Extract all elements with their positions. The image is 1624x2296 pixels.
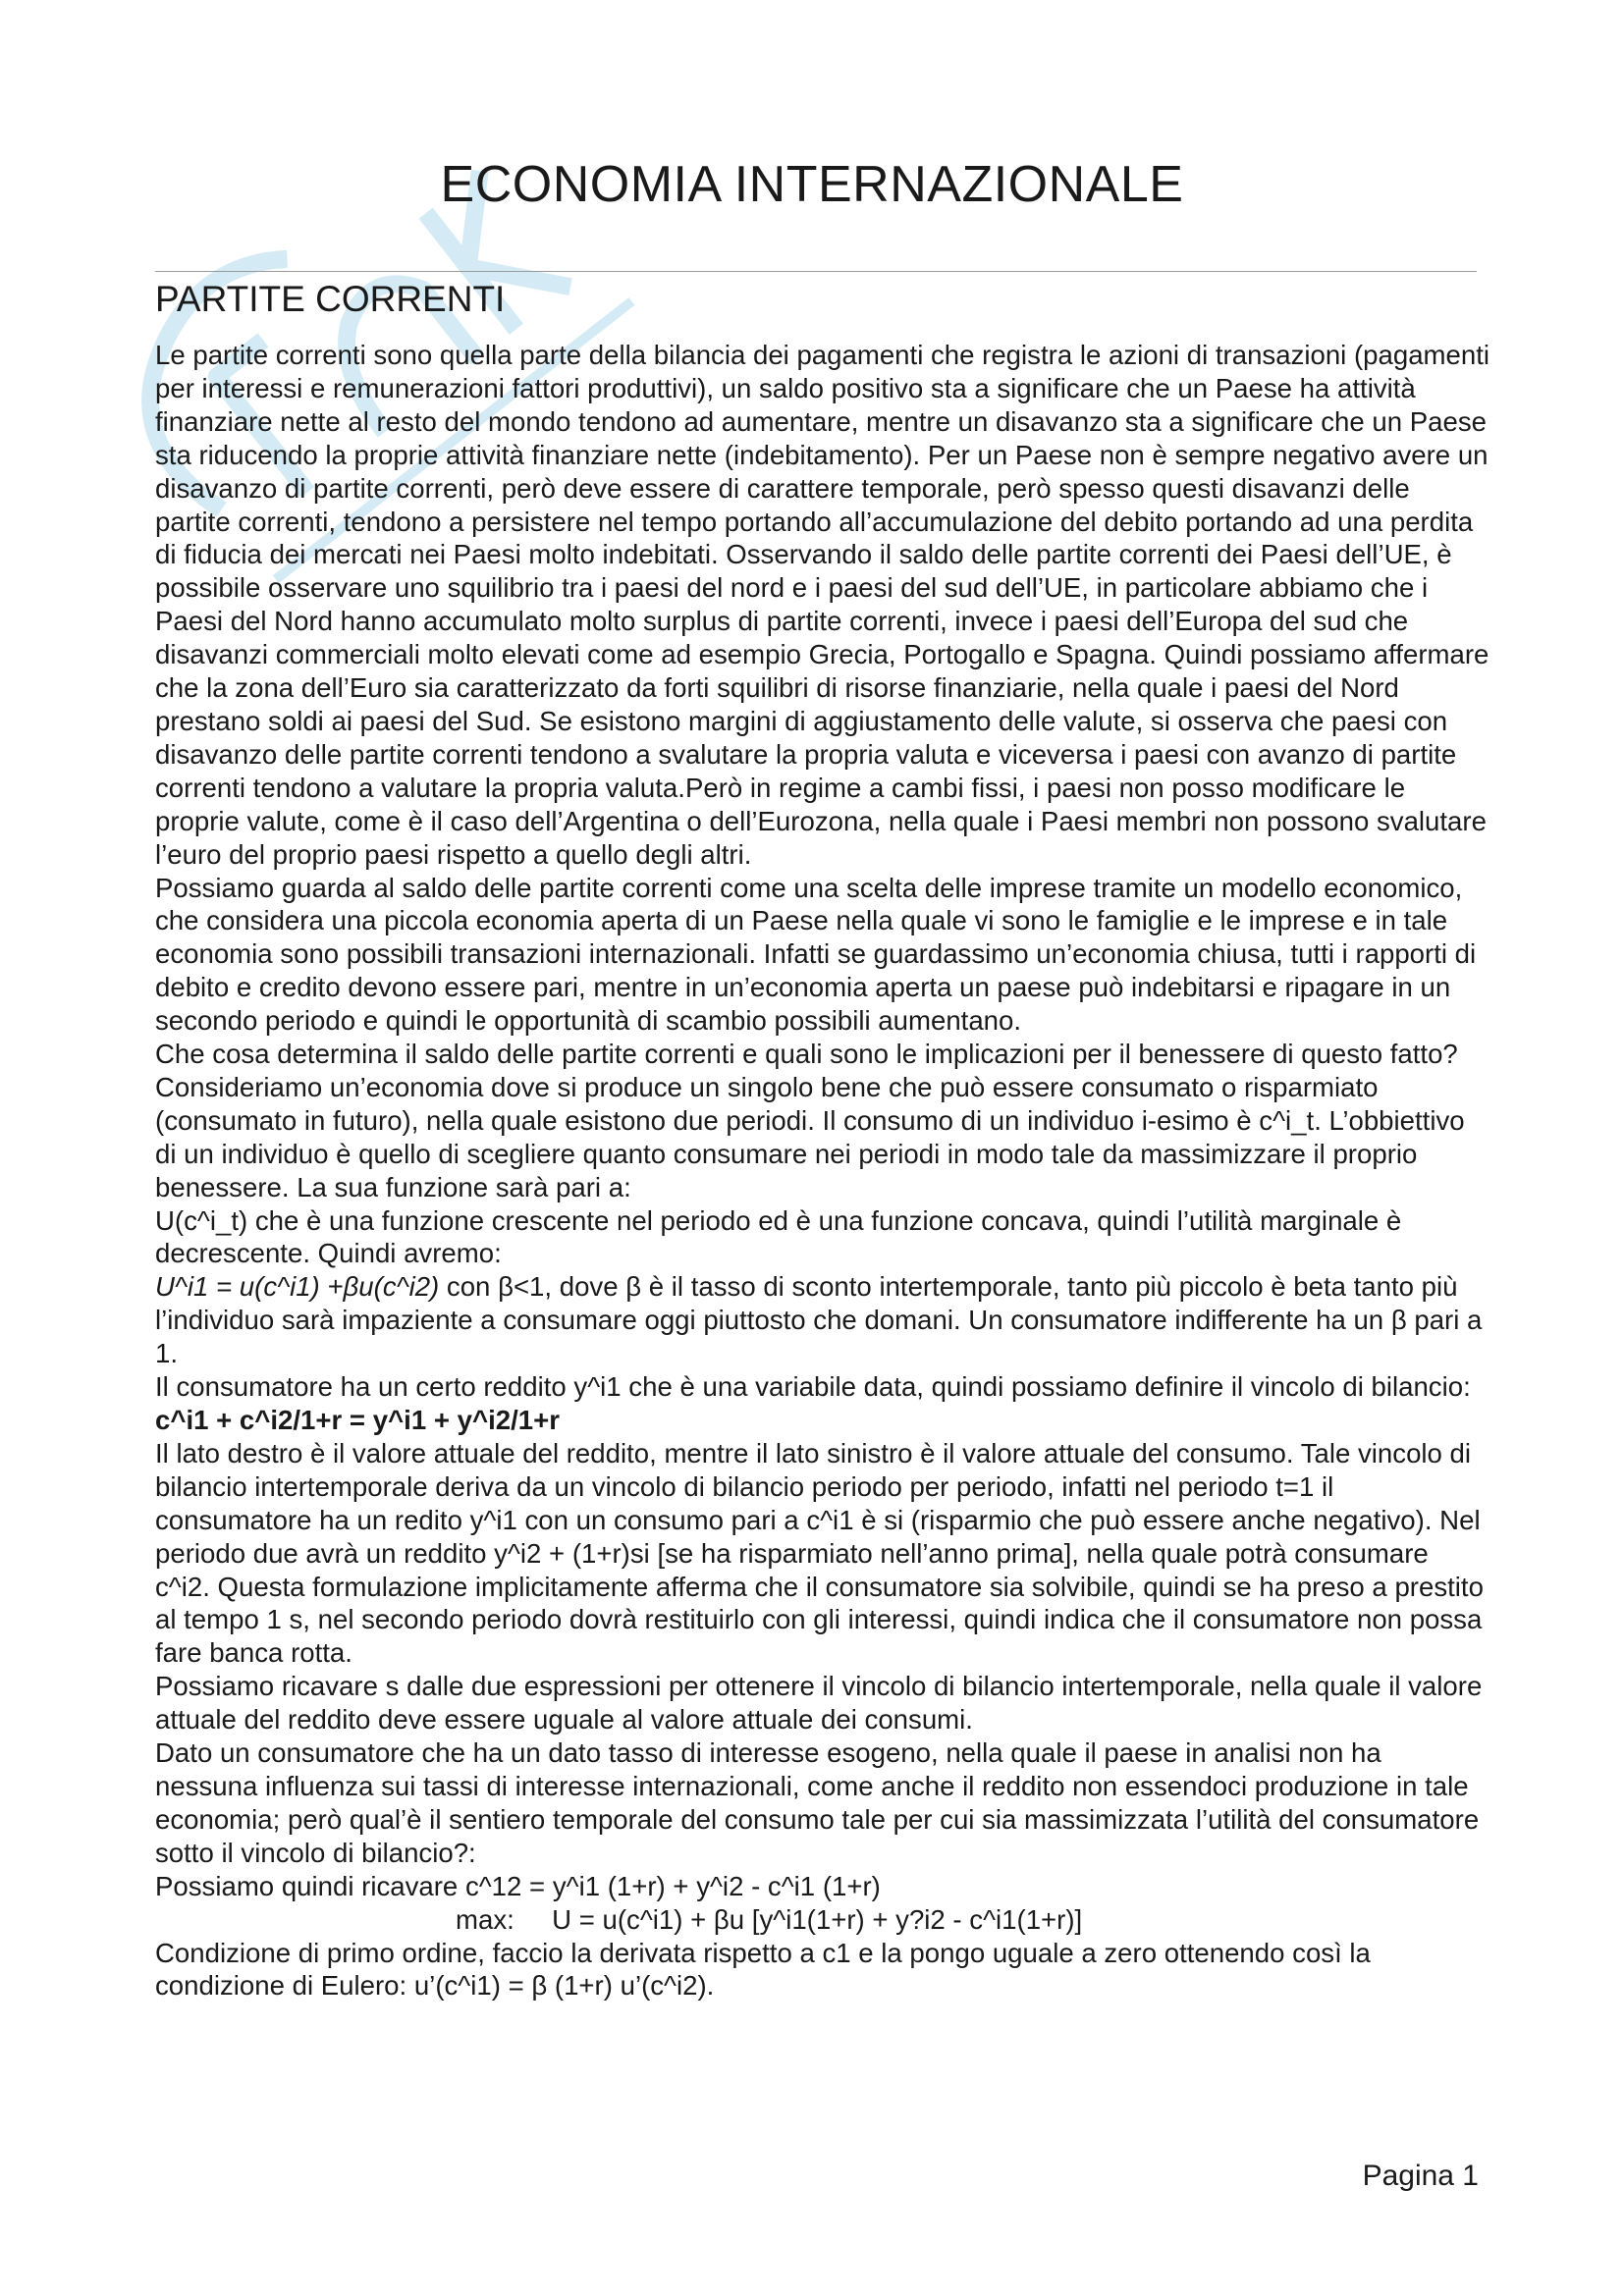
paragraph: Dato un consumatore che ha un dato tasso di interesse esogeno, nella quale il paese in analisi non ha nessuna influenza sui tassi di interesse internazionali, come anche il reddito non essendoci produzione in tale economia; però qual’è il sentiero temporale del consumo tale per cui sia massimizzata l’utilità del consumatore sotto il vincolo di bilancio?:: [155, 1737, 1480, 1868]
paragraph: Possiamo guarda al saldo delle partite correnti come una scelta delle imprese tramite un modello economico, che considera una piccola economia aperta di un Paese nella quale vi sono le famiglie e le imprese e in tale economia sono possibili transazioni internazionali. Infatti se guardassimo un’economia chiusa, tutti i rapporti di debito e credito devono essere pari, mentre in un’economia aperta un paese può indebitarsi e ripagare in un secondo periodo e quindi le opportunità di scambio possibili aumentano.: [155, 872, 1477, 1037]
paragraph: Le partite correnti sono quella parte della bilancia dei pagamenti che registra le azioni di transazioni (pagamenti per interessi e remunerazioni fattori produttivi), un saldo positivo sta a significare che un Paese ha attività finanziare nette al resto del mondo tendono ad aumentare, mentre un disavanzo sta a significare che un Paese sta riducendo la proprie attività finanziare nette (indebitamento). Per un Paese non è sempre negativo avere un disavanzo di partite correnti, però deve essere di carattere temporale, però spesso questi disavanzi delle partite correnti, tendono a persistere nel tempo portando all’accumulazione del debito portando ad una perdita di fiducia dei mercati nei Paesi molto indebitati. Osservando il saldo delle partite correnti dei Paesi dell’UE, è possibile osservare uno squilibrio tra i paesi del nord e i paesi del sud dell’UE, in particolare abbiamo che i Paesi del Nord hanno accumulato molto surplus di partite correnti, invece i paesi dell’Europa del sud che disavanzi commerciali molto elevati come ad esempio Grecia, Portogallo e Spagna. Quindi possiamo affermare che la zona dell’Euro sia caratterizzato da forti squilibri di risorse finanziarie, nella quale i paesi del Nord prestano soldi ai paesi del Sud. Se esistono margini di aggiustamento delle valute, si osserva che paesi con disavanzo delle partite correnti tendono a svalutare la propria valuta e viceversa i paesi con avanzo di partite correnti tendono a valutare la propria valuta.Però in regime a cambi fissi, i paesi non posso modificare le proprie valute, come è il caso dell’Argentina o dell’Eurozona, nella quale i Paesi membri non possono svalutare l’euro del proprio paesi rispetto a quello degli altri.: [155, 340, 1490, 870]
title-divider: [155, 271, 1477, 272]
paragraph: Possiamo quindi ricavare c^12 = y^i1 (1+r) + y^i2 - c^i1 (1+r): [155, 1870, 881, 1901]
paragraph: U(c^i_t) che è una funzione crescente nel periodo ed è una funzione concava, quindi l’utilità marginale è decrescente. Quindi avremo:: [155, 1204, 1402, 1269]
body-text: [155, 339, 1490, 2002]
paragraph: Il consumatore ha un certo reddito y^i1 che è una variabile data, quindi possiamo definire il vincolo di bilancio:: [155, 1371, 1471, 1403]
utility-explanation: con β<1, dove β è il tasso di sconto intertemporale, tanto più piccolo è beta tanto più l’individuo sarà impaziente a consumare oggi piuttosto che domani. Un consumatore indifferente ha un β pari a 1.: [155, 1271, 1483, 1369]
paragraph: Che cosa determina il saldo delle partite correnti e quali sono le implicazioni per il benessere di questo fatto?: [155, 1039, 1458, 1070]
utility-equation: U^i1 = u(c^i1) +βu(c^i2): [155, 1271, 440, 1303]
budget-constraint-equation: c^i1 + c^i2/1+r = y^i1 + y^i2/1+r: [155, 1405, 560, 1435]
section-heading: PARTITE CORRENTI: [155, 279, 506, 319]
page-number: Pagina 1: [1362, 2160, 1479, 2192]
paragraph: Il lato destro è il valore attuale del reddito, mentre il lato sinistro è il valore attuale del consumo. Tale vincolo di bilancio intertemporale deriva da un vincolo di bilancio periodo per periodo, infatti nel periodo t=1 il consumatore ha un redito y^i1 con un consumo pari a c^i1 è si (risparmio che può essere anche negativo). Nel periodo due avrà un reddito y^i2 + (1+r)si [se ha risparmiato nell’anno prima], nella quale potrà consumare c^i2. Questa formulazione implicitamente afferma che il consumatore sia solvibile, quindi se ha preso a prestito al tempo 1 s, nel secondo periodo dovrà restituirlo con gli interessi, quindi indica che il consumatore non possa fare banca rotta.: [155, 1437, 1484, 1669]
paragraph: Consideriamo un’economia dove si produce un singolo bene che può essere consumato o risparmiato (consumato in futuro), nella quale esistono due periodi. Il consumo di un individuo i-esimo è c^i_t. L’obbiettivo di un individuo è quello di scegliere quanto consumare nei periodi in modo tale da massimizzare il proprio benessere. La sua funzione sarà pari a:: [155, 1071, 1465, 1202]
maximization-equation: max: U = u(c^i1) + βu [y^i1(1+r) + y?i2 - c^i1(1+r)]: [456, 1903, 1083, 1935]
paragraph: Condizione di primo ordine, faccio la derivata rispetto a c1 e la pongo uguale a zero ottenendo così la condizione di Eulero: u’(c^i1) = β (1+r) u’(c^i2).: [155, 1937, 1371, 2002]
utility-paragraph: [155, 1270, 1490, 1370]
document-title: ECONOMIA INTERNAZIONALE: [440, 156, 1184, 213]
paragraph: Possiamo ricavare s dalle due espressioni per ottenere il vincolo di bilancio intertemporale, nella quale il valore attuale del reddito deve essere uguale al valore attuale dei consumi.: [155, 1671, 1483, 1735]
